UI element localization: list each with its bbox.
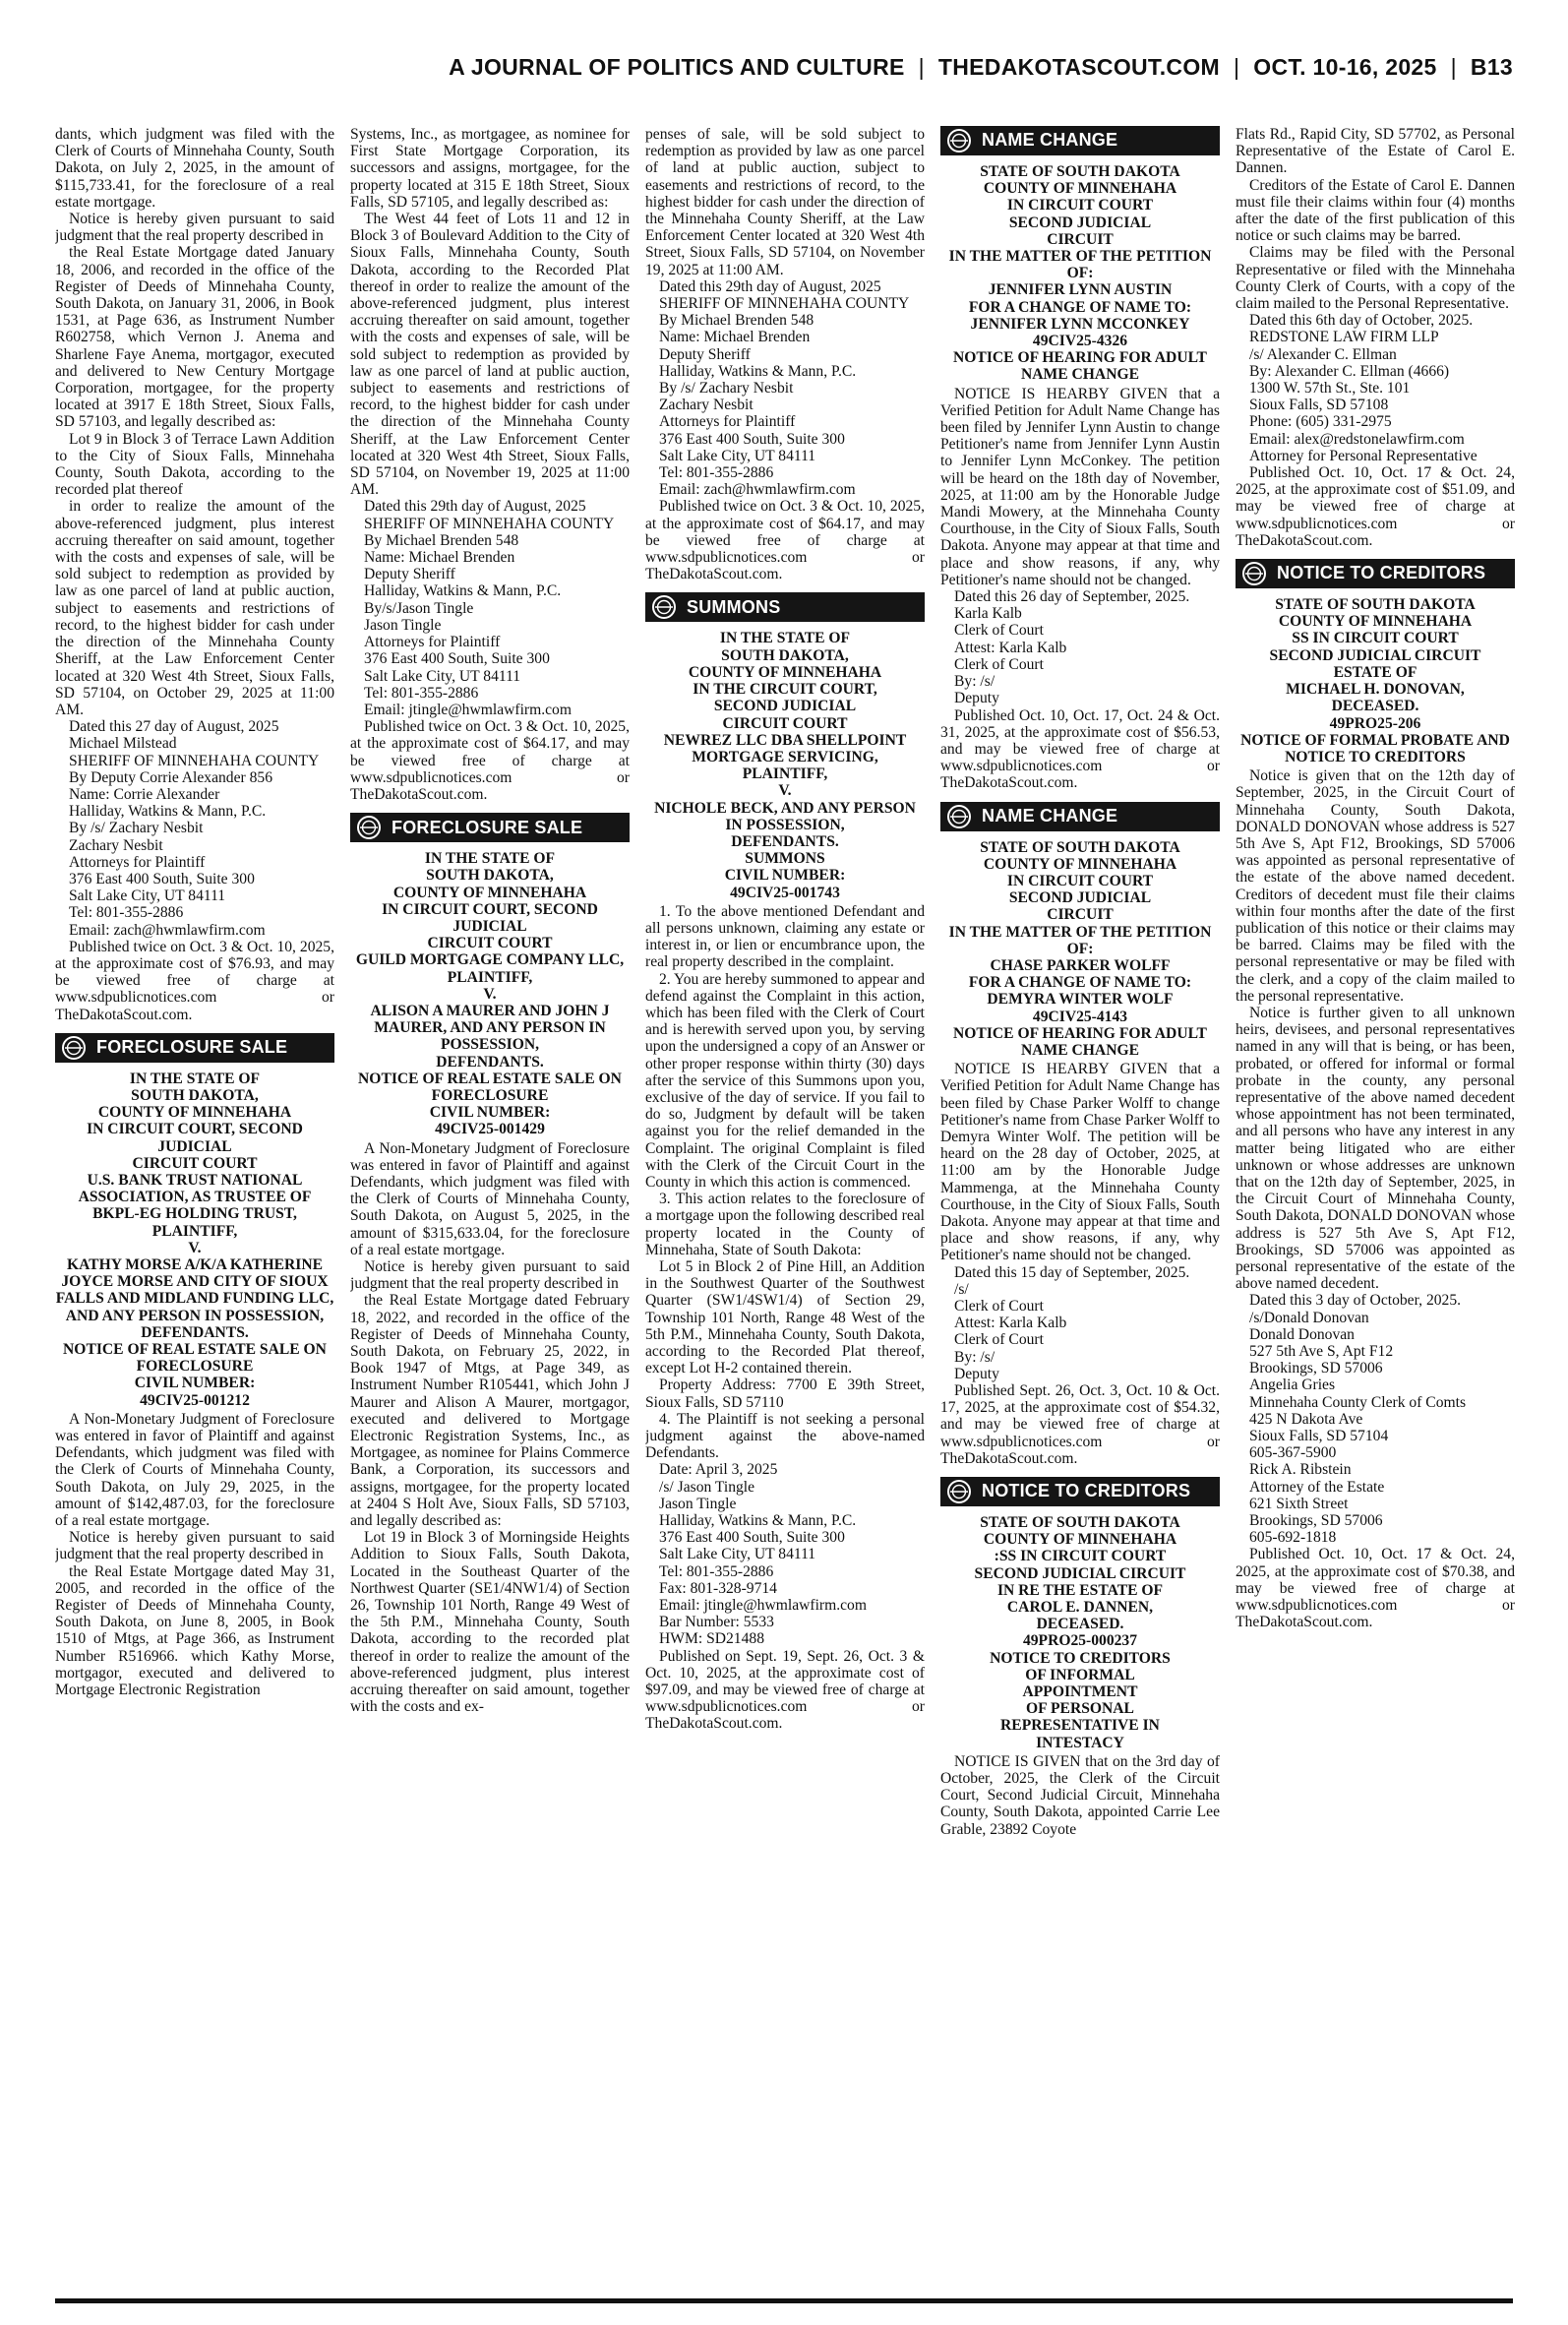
notice-paragraph: Lot 9 in Block 3 of Terrace Lawn Addition to the City of Sioux Falls, Minnehaha County, South Dakota, according to the recorded plat thereof [55, 430, 334, 499]
notice-paragraph: Tel: 801-355-2886 [69, 904, 184, 922]
notice-paragraph: Rick A. Ribstein [1249, 1461, 1352, 1479]
notice-paragraph: the Real Estate Mortgage dated May 31, 2005, and recorded in the office of the Register of Deeds of Minnehaha County, South Dakota, on June 8, 2005, in Book 1510 of Mtgs, at Page 366, as Instrument Number R516966. which Kathy Morse, mortgagor, executed and delivered to Mortgage Electronic Registration [55, 1562, 334, 1699]
caption-line: FOR A CHANGE OF NAME TO: [968, 298, 1192, 316]
case-caption [350, 850, 630, 1137]
notice-paragraph: Deputy Sheriff [364, 566, 455, 583]
caption-line: SS IN CIRCUIT COURT [1292, 630, 1459, 647]
scout-badge-icon [944, 1477, 974, 1506]
notice-paragraph: Name: Corrie Alexander [69, 785, 220, 803]
notice-paragraph: NOTICE IS HEARBY GIVEN that a Verified Petition for Adult Name Change has been filed by Jennifer Lynn Austin to change Petitioner's name from Jennifer Lynn Austin to Jennifer Lynn McConkey. The petition will be heard on the 18th day of November, 2025, at 11:00 am by the Honorable Judge Mandi Mowery, at the Minnehaha County Courthouse, in the City of Sioux Falls, South Dakota. Anyone may appear at that time and place and show reasons, if any, why Petitioner's name should not be changed. [940, 385, 1220, 588]
case-caption [1236, 596, 1515, 765]
notice-paragraph: Attorneys for Plaintiff [69, 853, 206, 871]
notice-paragraph: Published Oct. 10, Oct. 17, Oct. 24 & Oct. 31, 2025, at the approximate cost of $56.53, and may be viewed free of charge at www.sdpublicnotices.com or TheDakotaScout.com. [940, 706, 1220, 792]
notice-paragraph: NOTICE IS HEARBY GIVEN that a Verified Petition for Adult Name Change has been filed by Chase Parker Wolff to change Petitioner's name from Chase Parker Wolff to Demyra Winter Wolf. The petition will be heard on the 28 day of October, 2025, at 11:00 am by the Honorable Judge Mammenga, at the Minnehaha County Courthouse, in the City of Sioux Falls, South Dakota. Anyone may appear at that time and place and show reasons, if any, why Petitioner's name should not be changed. [940, 1061, 1220, 1264]
notice-paragraph: the Real Estate Mortgage dated February 18, 2022, and recorded in the office of the Register of Deeds of Minnehaha County, South Dakota, on February 25, 2022, in Book 1947 of Mtgs, at Page 349, as Instrument Number R105441, which John J Maurer and Alison A Maurer, mortgagor, executed and delivered to Mortgage Electronic Registration Systems, Inc., as Mortgagee, as nominee for Plains Commerce Bank, a Corporation, its successors and assigns, mortgagee, for the property located at 2404 S Holt Ave, Sioux Falls, SD 57103, and legally described as: [350, 1292, 630, 1530]
caption-line: STATE OF SOUTH DAKOTA [980, 163, 1180, 180]
notice-paragraph: Dated this 3 day of October, 2025. [1249, 1292, 1462, 1310]
notice-paragraph: Lot 5 in Block 2 of Pine Hill, an Addition in the Southwest Quarter of the Southwest Quarter (SW1/4SW1/4) of Section 29, Township 101 North, Range 48 West of the 5th P.M., Minnehaha County, South Dakota, according to the Recorded Plat thereof, except Lot H-2 contained therein. [645, 1258, 925, 1377]
caption-line: SECOND JUDICIAL CIRCUIT [1269, 646, 1481, 664]
caption-line: NOTICE TO CREDITORS [990, 1649, 1171, 1667]
caption-line: SOUTH DAKOTA, [131, 1086, 259, 1104]
notice-paragraph: A Non-Monetary Judgment of Foreclosure was entered in favor of Plaintiff and against Defendants, which judgment was filed with the Clerk of Courts of Minnehaha County, South Dakota, on July 29, 2025, in the amount of $142,487.03, for the foreclosure of a real estate mortgage. [55, 1410, 334, 1530]
notice-paragraph: SHERIFF OF MINNEHAHA COUNTY [659, 295, 910, 313]
caption-line: STATE OF SOUTH DAKOTA [980, 838, 1180, 856]
section-banner-label: FORECLOSURE SALE [96, 1037, 288, 1058]
notice-paragraph: Deputy Sheriff [659, 345, 751, 363]
notice-paragraph: 376 East 400 South, Suite 300 [659, 430, 845, 448]
notice-paragraph: 376 East 400 South, Suite 300 [364, 650, 550, 668]
caption-line: SOUTH DAKOTA, [426, 867, 554, 885]
caption-line: DECEASED. [1331, 698, 1419, 715]
section-banner [350, 813, 630, 842]
notice-paragraph: Notice is hereby given pursuant to said judgment that the real property described in [55, 211, 334, 245]
caption-line: NICHOLE BECK, AND ANY PERSON IN POSSESSION, [654, 799, 916, 833]
notice-paragraph: Published on Sept. 19, Sept. 26, Oct. 3 & Oct. 10, 2025, at the approximate cost of $97.09, and may be viewed free of charge at www.sdpublicnotices.com or TheDakotaScout.com. [645, 1647, 925, 1733]
caption-line: V. [188, 1239, 202, 1256]
caption-line: COUNTY OF MINNEHAHA [983, 1531, 1177, 1549]
caption-line: NOTICE OF FORMAL PROBATE AND NOTICE TO CREDITORS [1240, 731, 1510, 765]
notice-paragraph: Tel: 801-355-2886 [659, 1562, 774, 1580]
caption-line: COUNTY OF MINNEHAHA [983, 180, 1177, 198]
caption-line: ALISON A MAURER AND JOHN J MAURER, AND ANY PERSON IN POSSESSION, [370, 1002, 610, 1054]
notice-paragraph: Published Sept. 26, Oct. 3, Oct. 10 & Oct. 17, 2025, at the approximate cost of $54.32, and may be viewed free of charge at www.sdpublicnotices.com or TheDakotaScout.com. [940, 1382, 1220, 1467]
caption-line: APPOINTMENT [1022, 1683, 1138, 1701]
notice-paragraph: By: /s/ [954, 1348, 995, 1366]
caption-line: IN THE CIRCUIT COURT, [693, 681, 877, 699]
notice-paragraph: 2. You are hereby summoned to appear and defend against the Complaint in this action, which has been filed with the Clerk of Court and is herewith served upon you, by serving upon the undersigned a copy of an Answer or other proper response within thirty (30) days after the service of this Summons upon you, exclusive of the day of service. If you fail to do so, Judgment by default will be taken against you for the relief demanded in the Complaint. The original Complaint is filed with the Clerk of the Circuit Court in the County in which this action is commenced. [645, 970, 925, 1191]
notice-paragraph: 3. This action relates to the foreclosure of a mortgage upon the following described real property located in the County of Minnehaha, State of South Dakota: [645, 1191, 925, 1258]
section-banner-label: SUMMONS [687, 596, 781, 617]
notice-paragraph: Creditors of the Estate of Carol E. Dannen must file their claims within four (4) months after the date of the first publication of this notice or such claims may be barred. [1236, 176, 1515, 245]
notice-paragraph: dants, which judgment was filed with the Clerk of Courts of Minnehaha County, South Dakota, on July 2, 2025, in the amount of $115,733.41, for the foreclosure of a real estate mortgage. [55, 126, 334, 211]
caption-line: CIVIL NUMBER: [134, 1375, 256, 1392]
caption-line: 49CIV25-001429 [435, 1121, 545, 1138]
caption-line: CIRCUIT COURT [427, 935, 553, 952]
notice-paragraph: 425 N Dakota Ave [1249, 1410, 1363, 1428]
notice-paragraph: Name: Michael Brenden [659, 329, 811, 346]
caption-line: SUMMONS [745, 850, 825, 868]
notice-paragraph: Systems, Inc., as mortgagee, as nominee for First State Mortgage Corporation, its successors and assigns, mortgagee, for the property located at 315 E 18th Street, Sioux Falls, SD 57105, and legally described as: [350, 126, 630, 211]
caption-line: STATE OF SOUTH DAKOTA [1275, 596, 1476, 614]
notice-paragraph: 1. To the above mentioned Defendant and all persons unknown, claiming any estate or interest in, or lien or encumbrance upon, the real property described in the complaint. [645, 902, 925, 971]
scout-badge-icon [944, 126, 974, 155]
notice-paragraph: Email: jtingle@hwmlawfirm.com [364, 701, 572, 718]
section-banner [940, 126, 1220, 155]
notice-paragraph: /s/ Jason Tingle [659, 1478, 755, 1496]
notice-paragraph: 4. The Plaintiff is not seeking a personal judgment against the above-named Defendants. [645, 1410, 925, 1462]
caption-line: MICHAEL H. DONOVAN, [1286, 681, 1465, 699]
notice-paragraph: NOTICE IS GIVEN that on the 3rd day of October, 2025, the Clerk of the Circuit Court, Second Judicial Circuit, Minnehaha County, South Dakota, appointed Carrie Lee Grable, 23892 Coyote [940, 1752, 1220, 1838]
notice-paragraph: By Deputy Corrie Alexander 856 [69, 768, 273, 786]
caption-line: CIRCUIT COURT [132, 1154, 258, 1172]
notice-paragraph: By Michael Brenden 548 [659, 312, 814, 330]
scout-badge-icon [1239, 559, 1269, 588]
notice-paragraph: Published twice on Oct. 3 & Oct. 10, 2025, at the approximate cost of $64.17, and may be viewed free of charge at www.sdpublicnotices.com or TheDakotaScout.com. [350, 718, 630, 803]
caption-line: COUNTY OF MINNEHAHA [392, 884, 587, 901]
section-banner-label: NOTICE TO CREDITORS [1277, 563, 1486, 583]
notice-paragraph: Clerk of Court [954, 1331, 1044, 1349]
notice-paragraph: Notice is given that on the 12th day of September, 2025, in the Circuit Court of Minnehaha County, South Dakota, DONALD DONOVAN whose address is 527 5th Ave S, Apt F12, Brookings, SD 57006 was appointed as personal representative of the estate of the above named decedent. Creditors of decedent must file their claims within four months after the date of the first publication of this notice or their claims may be barred. Claims may be filed with the personal representative or may be filed with the clerk, and a copy of the claim mailed to the personal representative. [1236, 767, 1515, 1005]
caption-line: IN THE STATE OF [719, 630, 851, 647]
caption-line: NOTICE OF REAL ESTATE SALE ON FORECLOSURE [63, 1341, 327, 1376]
section-banner [940, 1477, 1220, 1506]
notice-paragraph: SHERIFF OF MINNEHAHA COUNTY [364, 515, 615, 532]
notice-paragraph: in order to realize the amount of the above-referenced judgment, plus interest accruing thereafter on said amount, together with the costs and expenses of sale, will be sold subject to redemption as provided by law as one parcel of land at public auction, subject to easements and restrictions of record, to the highest bidder for cash under the direction of the Minnehaha County Sheriff, at the Law Enforcement Center located at 320 West 4th Street, Sioux Falls, SD 57104, on October 29, 2025 at 11:00 AM. [55, 498, 334, 718]
notice-paragraph: Name: Michael Brenden [364, 549, 515, 567]
caption-line: DEFENDANTS. [141, 1323, 249, 1341]
notice-paragraph: /s/ [954, 1280, 969, 1298]
caption-line: :SS IN CIRCUIT COURT [994, 1548, 1167, 1565]
notice-paragraph: /s/ Alexander C. Ellman [1249, 345, 1397, 363]
notice-paragraph: Dated this 29th day of August, 2025 [659, 277, 881, 295]
caption-line: 49CIV25-001743 [730, 884, 840, 901]
caption-line: CHASE PARKER WOLFF [990, 956, 1171, 974]
column-5 [1236, 126, 1515, 2291]
caption-line: REPRESENTATIVE IN [1000, 1717, 1160, 1735]
notice-paragraph: Dated this 26 day of September, 2025. [954, 588, 1190, 606]
notice-paragraph: Published twice on Oct. 3 & Oct. 10, 2025, at the approximate cost of $64.17, and may be viewed free of charge at www.sdpublicnotices.com or TheDakotaScout.com. [645, 498, 925, 583]
notice-paragraph: Fax: 801-328-9714 [659, 1579, 777, 1597]
section-banner-label: NAME CHANGE [982, 805, 1118, 826]
notice-paragraph: Dated this 27 day of August, 2025 [69, 718, 279, 736]
notice-paragraph: Tel: 801-355-2886 [659, 464, 774, 482]
caption-line: IN CIRCUIT COURT [1006, 872, 1154, 889]
caption-line: IN CIRCUIT COURT, SECOND JUDICIAL [382, 900, 598, 935]
notice-paragraph: Email: alex@redstonelawfirm.com [1249, 430, 1465, 448]
notice-paragraph: Deputy [954, 690, 999, 707]
notice-paragraph: Published Oct. 10, Oct. 17 & Oct. 24, 2025, at the approximate cost of $51.09, and may be viewed free of charge at www.sdpublicnotices.com or TheDakotaScout.com. [1236, 464, 1515, 549]
notice-paragraph: 376 East 400 South, Suite 300 [659, 1529, 845, 1547]
caption-line: DEFENDANTS. [436, 1053, 544, 1071]
notice-paragraph: Clerk of Court [954, 1298, 1044, 1315]
bottom-rule [55, 2298, 1513, 2303]
section-banner [1236, 559, 1515, 588]
notice-paragraph: Brookings, SD 57006 [1249, 1512, 1383, 1530]
section-banner-label: NAME CHANGE [982, 130, 1118, 151]
caption-line: DECEASED. [1036, 1616, 1124, 1633]
notice-paragraph: Bar Number: 5533 [659, 1614, 774, 1631]
caption-line: CIVIL NUMBER: [724, 867, 846, 885]
notice-paragraph: REDSTONE LAW FIRM LLP [1249, 329, 1439, 346]
caption-line: JENNIFER LYNN AUSTIN [988, 281, 1173, 299]
notice-paragraph: Michael Milstead [69, 735, 177, 753]
caption-line: 49PRO25-206 [1329, 714, 1421, 732]
notice-paragraph: Attorney of the Estate [1249, 1478, 1385, 1496]
notice-paragraph: The West 44 feet of Lots 11 and 12 in Block 3 of Boulevard Addition to the City of Sioux Falls, Minnehaha County, South Dakota, according to the Recorded Plat thereof in order to realize the amount of the above-referenced judgment, plus interest accruing thereafter on said amount, together with the costs and expenses of sale, will be sold subject to redemption as provided by law as one parcel of land at public auction, subject to easements and restrictions of record, to the highest bidder for cash under the direction of the Minnehaha County Sheriff, at the Law Enforcement Center located at 320 West 4th Street, Sioux Falls, SD 57104, on November 19, 2025 at 11:00 AM. [350, 211, 630, 499]
notice-paragraph: Sioux Falls, SD 57108 [1249, 397, 1389, 414]
notice-paragraph: Attest: Karla Kalb [954, 1315, 1067, 1332]
page-number: B13 [1470, 53, 1513, 80]
case-caption [940, 839, 1220, 1060]
notice-paragraph: Salt Lake City, UT 84111 [69, 887, 226, 905]
caption-line: DEFENDANTS. [731, 832, 839, 850]
notice-paragraph: Salt Lake City, UT 84111 [659, 1546, 816, 1563]
notice-paragraph: 605-367-5900 [1249, 1444, 1337, 1462]
caption-line: COUNTY OF MINNEHAHA [983, 855, 1177, 873]
notice-paragraph: the Real Estate Mortgage dated January 18, 2006, and recorded in the office of the Register of Deeds of Minnehaha County, South Dakota, on January 31, 2006, in Book 1531, at Page 636, as Instrument Number R602758, which Vernon J. Anema and Sharlene Faye Anema, mortgagor, executed and delivered to New Century Mortgage Corporation, mortgagee, for the property located at 3917 E 18th Street, Sioux Falls, SD 57103, and legally described as: [55, 244, 334, 431]
column-1 [55, 126, 334, 2291]
section-banner [940, 802, 1220, 831]
caption-line: ESTATE OF [1333, 663, 1417, 681]
caption-line: COUNTY OF MINNEHAHA [1278, 613, 1473, 631]
caption-line: 49CIV25-001212 [140, 1391, 250, 1409]
caption-line: NOTICE OF REAL ESTATE SALE ON FORECLOSURE [358, 1070, 622, 1104]
header-separator: | [1450, 53, 1457, 80]
caption-line: IN THE STATE OF [424, 850, 556, 868]
caption-line: NOTICE OF HEARING FOR ADULT NAME CHANGE [953, 349, 1207, 384]
caption-line: SECOND JUDICIAL CIRCUIT [974, 1564, 1186, 1582]
notice-paragraph: Donald Donovan [1249, 1325, 1355, 1343]
caption-line: IN CIRCUIT COURT [1006, 197, 1154, 214]
header-separator: | [1233, 53, 1240, 80]
caption-line: NEWREZ LLC DBA SHELLPOINT MORTGAGE SERVICING, [663, 731, 907, 765]
caption-line: CAROL E. DANNEN, [1006, 1599, 1154, 1617]
caption-line: CIRCUIT [1047, 906, 1114, 924]
notice-paragraph: By /s/ Zachary Nesbit [659, 380, 794, 398]
caption-line: 49CIV25-4143 [1032, 1008, 1128, 1025]
caption-line: GUILD MORTGAGE COMPANY LLC, [355, 951, 625, 969]
notice-paragraph: Attorneys for Plaintiff [659, 413, 796, 431]
caption-line: SOUTH DAKOTA, [721, 646, 849, 664]
section-banner-label: FORECLOSURE SALE [392, 817, 583, 837]
notice-paragraph: Minnehaha County Clerk of Comts [1249, 1393, 1467, 1411]
notice-paragraph: Salt Lake City, UT 84111 [659, 447, 816, 464]
notice-paragraph: Halliday, Watkins & Mann, P.C. [659, 362, 857, 380]
caption-line: 49PRO25-000237 [1022, 1632, 1138, 1650]
notice-paragraph: Tel: 801-355-2886 [364, 684, 479, 702]
notice-paragraph: Flats Rd., Rapid City, SD 57702, as Personal Representative of the Estate of Carol E. Dannen. [1236, 126, 1515, 177]
caption-line: CIVIL NUMBER: [429, 1104, 551, 1122]
case-caption [55, 1071, 334, 1409]
header-separator: | [918, 53, 925, 80]
caption-line: JENNIFER LYNN MCCONKEY [970, 315, 1190, 333]
notice-paragraph: 376 East 400 South, Suite 300 [69, 870, 255, 887]
caption-line: COUNTY OF MINNEHAHA [688, 663, 882, 681]
caption-line: PLAINTIFF, [447, 968, 533, 986]
case-caption [940, 1514, 1220, 1751]
notice-paragraph: Property Address: 7700 E 39th Street, Sioux Falls, SD 57110 [645, 1377, 925, 1411]
notice-paragraph: /s/Donald Donovan [1249, 1309, 1369, 1326]
notice-paragraph: 605-692-1818 [1249, 1529, 1337, 1547]
caption-line: COUNTY OF MINNEHAHA [97, 1104, 292, 1122]
caption-line: SECOND JUDICIAL [713, 698, 857, 715]
notice-paragraph: Angelia Gries [1249, 1377, 1336, 1394]
caption-line: IN THE MATTER OF THE PETITION OF: [948, 923, 1212, 957]
notice-paragraph: penses of sale, will be sold subject to redemption as provided by law as one parcel of land at public auction, subject to easements and restrictions of record, to the highest bidder for cash under the direction of the Minnehaha County Sheriff, at the Law Enforcement Center located at 320 West 4th Street, Sioux Falls, SD 57104, on November 19, 2025 at 11:00 AM. [645, 126, 925, 278]
notice-paragraph: A Non-Monetary Judgment of Foreclosure was entered in favor of Plaintiff and against Defendants, which judgment was filed with the Clerk of Courts of Minnehaha County, South Dakota, on August 5, 2025, in the amount of $315,633.04, for the foreclosure of a real estate mortgage. [350, 1139, 630, 1258]
scout-badge-icon [944, 802, 974, 831]
caption-line: PLAINTIFF, [742, 765, 828, 783]
notice-paragraph: 527 5th Ave S, Apt F12 [1249, 1343, 1394, 1361]
notice-paragraph: By/s/Jason Tingle [364, 599, 474, 617]
notice-paragraph: Date: April 3, 2025 [659, 1461, 778, 1479]
notice-paragraph: Karla Kalb [954, 605, 1022, 623]
notice-paragraph: Jason Tingle [364, 616, 442, 634]
caption-line: SECOND JUDICIAL [1008, 889, 1152, 907]
notice-paragraph: Phone: (605) 331-2975 [1249, 413, 1392, 431]
case-caption [645, 630, 925, 900]
notice-paragraph: Notice is hereby given pursuant to said judgment that the real property described in [350, 1258, 630, 1293]
caption-line: IN THE STATE OF [129, 1070, 261, 1087]
scout-badge-icon [59, 1033, 89, 1063]
caption-line: PLAINTIFF, [151, 1222, 238, 1240]
notice-paragraph: Email: zach@hwmlawfirm.com [659, 481, 856, 499]
notice-paragraph: Zachary Nesbit [69, 836, 163, 854]
notice-paragraph: Email: jtingle@hwmlawfirm.com [659, 1597, 867, 1615]
notice-paragraph: Clerk of Court [954, 655, 1044, 673]
notice-paragraph: Attorney for Personal Representative [1249, 447, 1478, 464]
caption-line: U.S. BANK TRUST NATIONAL ASSOCIATION, AS TRUSTEE OF BKPL-EG HOLDING TRUST, [78, 1171, 312, 1223]
notice-paragraph: By Michael Brenden 548 [364, 531, 519, 549]
notice-paragraph: By: Alexander C. Ellman (4666) [1249, 362, 1450, 380]
section-banner [55, 1033, 334, 1063]
notice-paragraph: Notice is hereby given pursuant to said judgment that the real property described in [55, 1529, 334, 1563]
notice-columns [55, 126, 1515, 2291]
notice-paragraph: Attorneys for Plaintiff [364, 634, 501, 651]
notice-paragraph: Zachary Nesbit [659, 397, 754, 414]
notice-paragraph: Lot 19 in Block 3 of Morningside Heights Addition to Sioux Falls, South Dakota, Located in the Southeast Quarter of the Northwest Quarter (SE1/4NW1/4) of Section 26, Township 101 North, Range 49 West of the 5th P.M., Minnehaha County, South Dakota, according to the recorded plat thereof in order to realize the amount of the above-referenced judgment, plus interest accruing thereafter on said amount, together with the costs and ex- [350, 1529, 630, 1716]
notice-paragraph: Attest: Karla Kalb [954, 639, 1067, 656]
notice-paragraph: Halliday, Watkins & Mann, P.C. [364, 582, 562, 600]
section-banner-label: NOTICE TO CREDITORS [982, 1481, 1191, 1501]
notice-paragraph: Halliday, Watkins & Mann, P.C. [69, 803, 267, 821]
caption-line: IN THE MATTER OF THE PETITION OF: [948, 248, 1212, 282]
notice-paragraph: Published twice on Oct. 3 & Oct. 10, 2025, at the approximate cost of $76.93, and may be viewed free of charge at www.sdpublicnotices.com or TheDakotaScout.com. [55, 938, 334, 1023]
notice-paragraph: Dated this 15 day of September, 2025. [954, 1263, 1190, 1281]
notice-paragraph: By: /s/ [954, 673, 995, 691]
notice-paragraph: Dated this 29th day of August, 2025 [364, 498, 586, 516]
caption-line: CIRCUIT [1047, 230, 1114, 248]
caption-line: 49CIV25-4326 [1032, 333, 1128, 350]
journal-tagline: A JOURNAL OF POLITICS AND CULTURE [449, 53, 905, 80]
caption-line: CIRCUIT COURT [722, 714, 848, 732]
section-banner [645, 592, 925, 622]
notice-paragraph: SHERIFF OF MINNEHAHA COUNTY [69, 752, 320, 769]
caption-line: STATE OF SOUTH DAKOTA [980, 1514, 1180, 1532]
notice-paragraph: Dated this 6th day of October, 2025. [1249, 312, 1474, 330]
column-2 [350, 126, 630, 2291]
notice-paragraph: Sioux Falls, SD 57104 [1249, 1428, 1389, 1445]
caption-line: KATHY MORSE A/K/A KATHERINE JOYCE MORSE AND CITY OF SIOUX FALLS AND MIDLAND FUNDING LLC, AND ANY PERSON IN POSSESSION, [55, 1256, 334, 1324]
notice-paragraph: 621 Sixth Street [1249, 1495, 1349, 1512]
notice-paragraph: Email: zach@hwmlawfirm.com [69, 921, 266, 939]
page-header [55, 47, 1513, 87]
caption-line: INTESTACY [1036, 1734, 1124, 1751]
notice-paragraph: Clerk of Court [954, 622, 1044, 640]
notice-paragraph: Jason Tingle [659, 1495, 737, 1512]
notice-paragraph: Deputy [954, 1365, 999, 1382]
notice-paragraph: Published Oct. 10, Oct. 17 & Oct. 24, 2025, at the approximate cost of $70.38, and may be viewed free of charge at www.sdpublicnotices.com or TheDakotaScout.com. [1236, 1546, 1515, 1631]
caption-line: V. [778, 782, 792, 800]
notice-paragraph: Halliday, Watkins & Mann, P.C. [659, 1512, 857, 1530]
caption-line: V. [483, 985, 497, 1003]
notice-paragraph: Salt Lake City, UT 84111 [364, 667, 521, 685]
caption-line: DEMYRA WINTER WOLF [987, 991, 1174, 1009]
issue-date: OCT. 10-16, 2025 [1253, 53, 1437, 80]
notice-paragraph: 1300 W. 57th St., Ste. 101 [1249, 380, 1411, 398]
notice-paragraph: HWM: SD21488 [659, 1630, 764, 1648]
caption-line: FOR A CHANGE OF NAME TO: [968, 974, 1192, 992]
notice-paragraph: Claims may be filed with the Personal Representative or filed with the Minnehaha County Clerk of Courts, with a copy of the claim mailed to the Personal Representative. [1236, 244, 1515, 313]
notice-paragraph: By /s/ Zachary Nesbit [69, 820, 204, 837]
scout-badge-icon [354, 813, 384, 842]
column-3 [645, 126, 925, 2291]
caption-line: IN RE THE ESTATE OF [996, 1581, 1164, 1599]
caption-line: NOTICE OF HEARING FOR ADULT NAME CHANGE [953, 1024, 1207, 1059]
case-caption [940, 163, 1220, 384]
caption-line: SECOND JUDICIAL [1008, 214, 1152, 231]
caption-line: OF INFORMAL [1025, 1666, 1135, 1683]
notice-paragraph: Notice is further given to all unknown heirs, devisees, and personal representatives named in any will that is being, or has been, probated, or offered for informal or formal probate in the county, any personal representative of the above named decedent whose appointment has not been terminated, and all persons who have any interest in any matter being litigated who are either unknown or whose addresses are unknown that on the 12th day of September, 2025, in the Circuit Court of Minnehaha County, South Dakota, DONALD DONOVAN whose address is 527 5th Ave S, Apt F12, Brookings, SD 57006 was appointed as personal representative of the estate of the above named decedent. [1236, 1004, 1515, 1293]
caption-line: OF PERSONAL [1026, 1700, 1134, 1718]
site-name: THEDAKOTASCOUT.COM [937, 53, 1220, 80]
notice-paragraph: Brookings, SD 57006 [1249, 1360, 1383, 1377]
scout-badge-icon [649, 592, 679, 622]
caption-line: IN CIRCUIT COURT, SECOND JUDICIAL [87, 1121, 303, 1155]
column-4 [940, 126, 1220, 2291]
